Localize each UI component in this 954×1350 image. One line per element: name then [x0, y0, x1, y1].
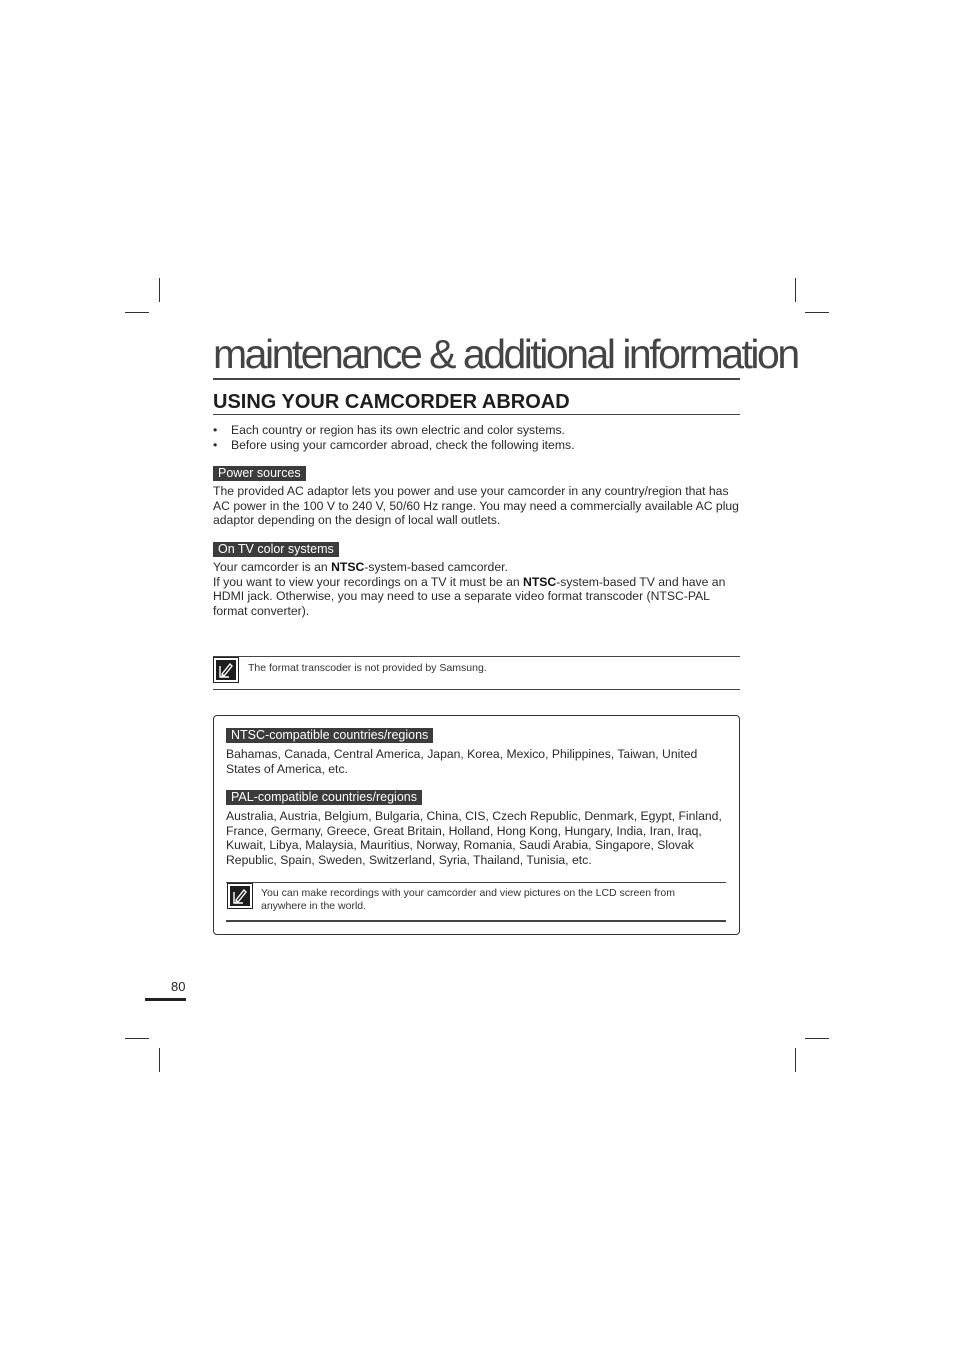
bullet-item: • Each country or region has its own electric and color systems. [213, 423, 740, 438]
note-divider [213, 689, 740, 690]
crop-mark [159, 278, 160, 302]
page-number-bar [145, 998, 186, 1001]
note-pencil-icon [227, 883, 253, 909]
ntsc-heading: NTSC-compatible countries/regions [226, 728, 433, 743]
crop-mark [125, 312, 149, 313]
crop-mark [805, 312, 829, 313]
power-sources-heading: Power sources [213, 466, 306, 481]
note-divider [213, 656, 740, 657]
tv-line1-bold: NTSC [331, 560, 365, 574]
note-divider [226, 882, 726, 883]
note-divider [226, 920, 726, 922]
section-title: USING YOUR CAMCORDER ABROAD [213, 390, 740, 415]
note-text: The format transcoder is not provided by Samsung. [248, 662, 487, 674]
tv-line1-pre: Your camcorder is an [213, 560, 332, 574]
tv-color-systems-text [213, 560, 740, 618]
bullet-item: • Before using your camcorder abroad, check the following items. [213, 438, 740, 453]
crop-mark [795, 278, 796, 302]
tv-line2-pre: If you want to view your recordings on a TV it must be an [213, 574, 524, 589]
crop-mark [795, 1048, 796, 1072]
crop-mark [805, 1038, 829, 1039]
crop-mark [159, 1048, 160, 1072]
tv-line2-post: -system-based TV and have an HDMI jack. Otherwise, you may need to use a separate video format transcoder (NTSC-PAL format converter). [213, 574, 726, 618]
note-text: You can make recordings with your camcorder and view pictures on the LCD screen from anywhere in the world. [261, 887, 675, 912]
tv-line2-bold: NTSC [523, 574, 557, 589]
page-number: 80 [171, 979, 186, 994]
ntsc-countries-text: Bahamas, Canada, Central America, Japan, Korea, Mexico, Philippines, Taiwan, United States of America, etc. [226, 747, 698, 776]
note-pencil-icon [213, 657, 239, 683]
intro-bullet-list [213, 423, 740, 452]
tv-color-systems-heading: On TV color systems [213, 542, 339, 557]
crop-mark [125, 1038, 149, 1039]
pal-heading: PAL-compatible countries/regions [226, 790, 422, 805]
chapter-title: maintenance & additional information [213, 330, 740, 380]
tv-line1-post: -system-based camcorder. [364, 560, 508, 574]
pal-countries-text: Australia, Austria, Belgium, Bulgaria, China, CIS, Czech Republic, Denmark, Egypt, Finland, France, Germany, Greece, Great Britain, Holland, Hong Kong, Hungary, India, Iran, Iraq, Kuwait, Libya, Malaysia, Mauritius, Norway, Romania, Saudi Arabia, Singapore, Slovak Republic, Spain, Sweden, Switzerland, Syria, Thailand, Tunisia, etc. [226, 809, 722, 867]
power-sources-text: The provided AC adaptor lets you power and use your camcorder in any country/region that has AC power in the 100 V to 240 V, 50/60 Hz range. You may need a commercially available AC plug adaptor depending on the design of local wall outlets. [213, 484, 739, 528]
